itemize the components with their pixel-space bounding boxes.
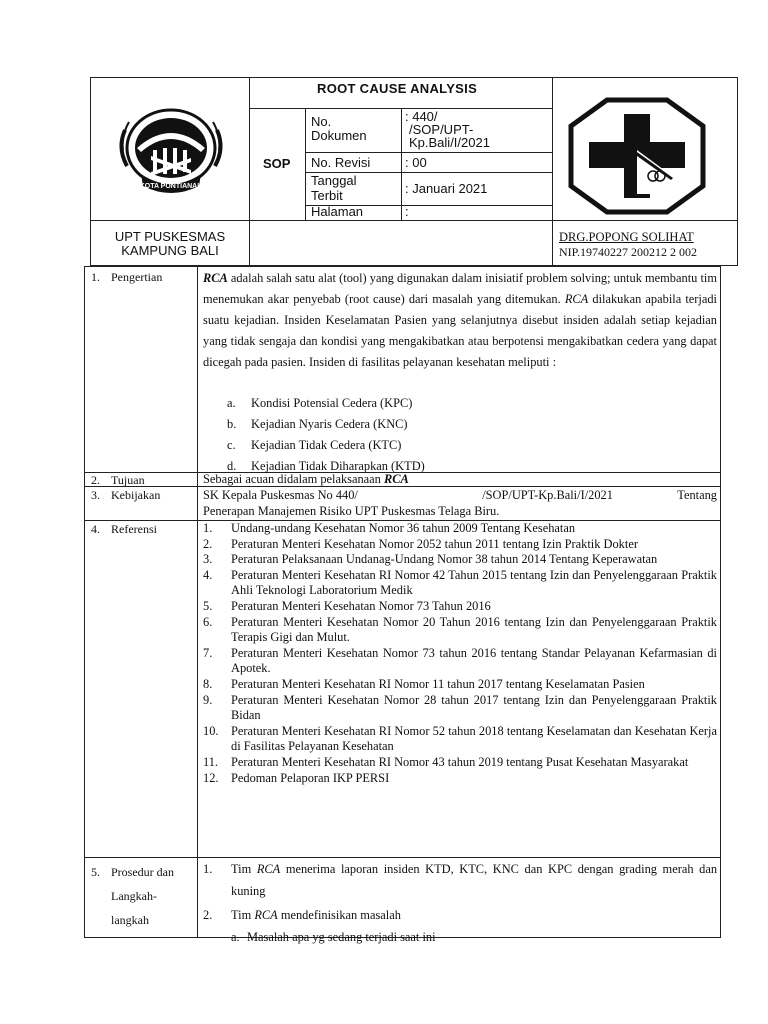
signer-name: DRG.POPONG SOLIHAT — [559, 230, 694, 244]
organisation-name: KAMPUNG BALI — [121, 243, 219, 258]
reference-item: 8. Peraturan Menteri Kesehatan RI Nomor 11 tahun 2017 tentang Keselamatan Pasien — [203, 676, 645, 691]
reference-item: 3. Peraturan Pelaksanaan Undanag-Undang Nomor 38 tahun 2014 Tentang Keperawatan — [203, 552, 658, 567]
rca-term: RCA — [256, 862, 281, 876]
header-divider — [401, 108, 402, 220]
reference-item: 12. Pedoman Pelaporan IKP PERSI — [203, 770, 390, 785]
emblem-text: KOTA PONTIANAK — [139, 183, 203, 190]
rca-term: RCA — [564, 292, 589, 306]
field-value-dokumen: : 440/ — [405, 109, 438, 124]
header-divider — [552, 78, 553, 265]
rca-term: RCA — [254, 908, 278, 922]
sop-label: SOP — [263, 156, 291, 171]
field-label-dokumen: Dokumen — [311, 128, 367, 143]
definition-paragraph: RCA adalah salah satu alat (tool) yang digunakan dalam inisiatif problem solving; untuk membantu tim menemukan akar penyebab (root cause) dari masalah yang ditemukan. RCA dilakukan apabila terjadi suatu kejadian. Insiden Keselamatan Pasien yang selanjutnya disebut insiden adalah setiap kejadian yang tidak sengaja dan kondisi yang mengakibatkan atau berpotensi mengakibatkan cedera yang dapat dicegah pada pasien. Insiden di fasilitas pelayanan kesehatan meliputi : — [203, 271, 718, 369]
field-label-tanggal: Terbit — [311, 188, 343, 203]
organisation-name: UPT PUSKESMAS — [114, 229, 226, 244]
header-divider — [305, 152, 552, 153]
procedure-steps — [203, 858, 717, 948]
section-label-kebijakan: 3. Kebijakan — [91, 488, 161, 502]
signer-nip: NIP.19740227 200212 2 002 — [559, 245, 698, 259]
column-divider — [197, 267, 198, 937]
reference-item: 9. Peraturan Menteri Kesehatan Nomor 28 tahun 2017 tentang Izin dan Penyelenggaraan Praktik Bidan — [203, 692, 717, 723]
puskesmas-cross-emblem-icon — [567, 96, 707, 216]
kota-pontianak-emblem-icon — [107, 100, 235, 200]
field-value-halaman: : — [405, 204, 409, 219]
field-value-tanggal: : Januari 2021 — [405, 181, 488, 196]
field-label-dokumen: No. — [311, 114, 332, 129]
document-title: ROOT CAUSE ANALYSIS — [317, 81, 478, 96]
list-item: a. Kondisi Potensial Cedera (KPC) — [227, 396, 413, 410]
reference-item: 11. Peraturan Menteri Kesehatan RI Nomor 43 tahun 2019 tentang Pusat Kesehatan Masyarakat — [203, 754, 689, 769]
field-value-revisi: : 00 — [405, 155, 427, 170]
list-item: c. Kejadian Tidak Cedera (KTC) — [227, 438, 402, 452]
header-divider — [249, 78, 250, 265]
purpose-text: Sebagai acuan didalam pelaksanaan RCA — [203, 472, 409, 486]
field-label-halaman: Halaman — [311, 204, 364, 219]
header-divider — [305, 108, 306, 220]
reference-item: 2. Peraturan Menteri Kesehatan Nomor 2052 tahun 2011 tentang Izin Praktik Dokter — [203, 536, 638, 551]
rca-term: RCA — [383, 472, 409, 486]
reference-item: 1. Undang-undang Kesehatan Nomor 36 tahun 2009 Tentang Kesehatan — [203, 521, 576, 535]
procedure-substep: a. Masalah apa yg sedang terjadi saat ini — [231, 930, 436, 944]
reference-item: 6. Peraturan Menteri Kesehatan Nomor 20 Tahun 2016 tentang Izin dan Penyelenggaraan Praktik Terapis Gigi dan Mulut. — [203, 614, 717, 645]
header-divider — [249, 108, 552, 109]
header-divider — [91, 220, 737, 221]
section-label-pengertian: 1. Pengertian — [91, 270, 163, 284]
field-label-revisi: No. Revisi — [311, 155, 371, 170]
field-value-dokumen: /SOP/UPT- — [409, 122, 474, 137]
reference-item: 10. Peraturan Menteri Kesehatan RI Nomor 52 tahun 2018 tentang Keselamatan dan Kesehatan Kerja di Fasilitas Pelayanan Kesehatan — [203, 723, 717, 754]
list-item: b. Kejadian Nyaris Cedera (KNC) — [227, 417, 408, 431]
procedure-step: 1. Tim RCA menerima laporan insiden KTD, KTC, KNC dan KPC dengan grading merah dan kuning — [203, 862, 718, 898]
field-value-dokumen: Kp.Bali/I/2021 — [409, 135, 490, 150]
document-header — [90, 77, 738, 266]
policy-text: SK Kepala Puskesmas No 440/ /SOP/UPT-Kp.Bali/I/2021 Tentang Penerapan Manajemen Risiko UPT Puskesmas Telaga Biru. — [203, 488, 717, 518]
reference-item: 7. Peraturan Menteri Kesehatan Nomor 73 tahun 2016 tentang Standar Pelayanan Kefarmasian di Apotek. — [203, 645, 717, 676]
section-label-prosedur: 5. Prosedur dan Langkah- langkah — [91, 865, 174, 927]
reference-item: 5. Peraturan Menteri Kesehatan Nomor 73 Tahun 2016 — [203, 598, 491, 613]
procedure-step: 2. Tim RCA mendefinisikan masalah — [203, 908, 401, 922]
section-label-referensi: 4. Referensi — [91, 522, 157, 536]
field-label-tanggal: Tanggal — [311, 173, 357, 188]
reference-item: 4. Peraturan Menteri Kesehatan RI Nomor 42 Tahun 2015 tentang Izin dan Penyelenggaraan Praktik Ahli Teknologi Laboratorium Medik — [203, 567, 717, 598]
list-item: d. Kejadian Tidak Diharapkan (KTD) — [227, 459, 425, 473]
reference-list — [203, 521, 717, 786]
sop-content-table — [84, 266, 721, 944]
section-label-tujuan: 2. Tujuan — [91, 473, 145, 487]
rca-term: RCA — [203, 271, 228, 285]
incident-type-list — [203, 393, 717, 477]
